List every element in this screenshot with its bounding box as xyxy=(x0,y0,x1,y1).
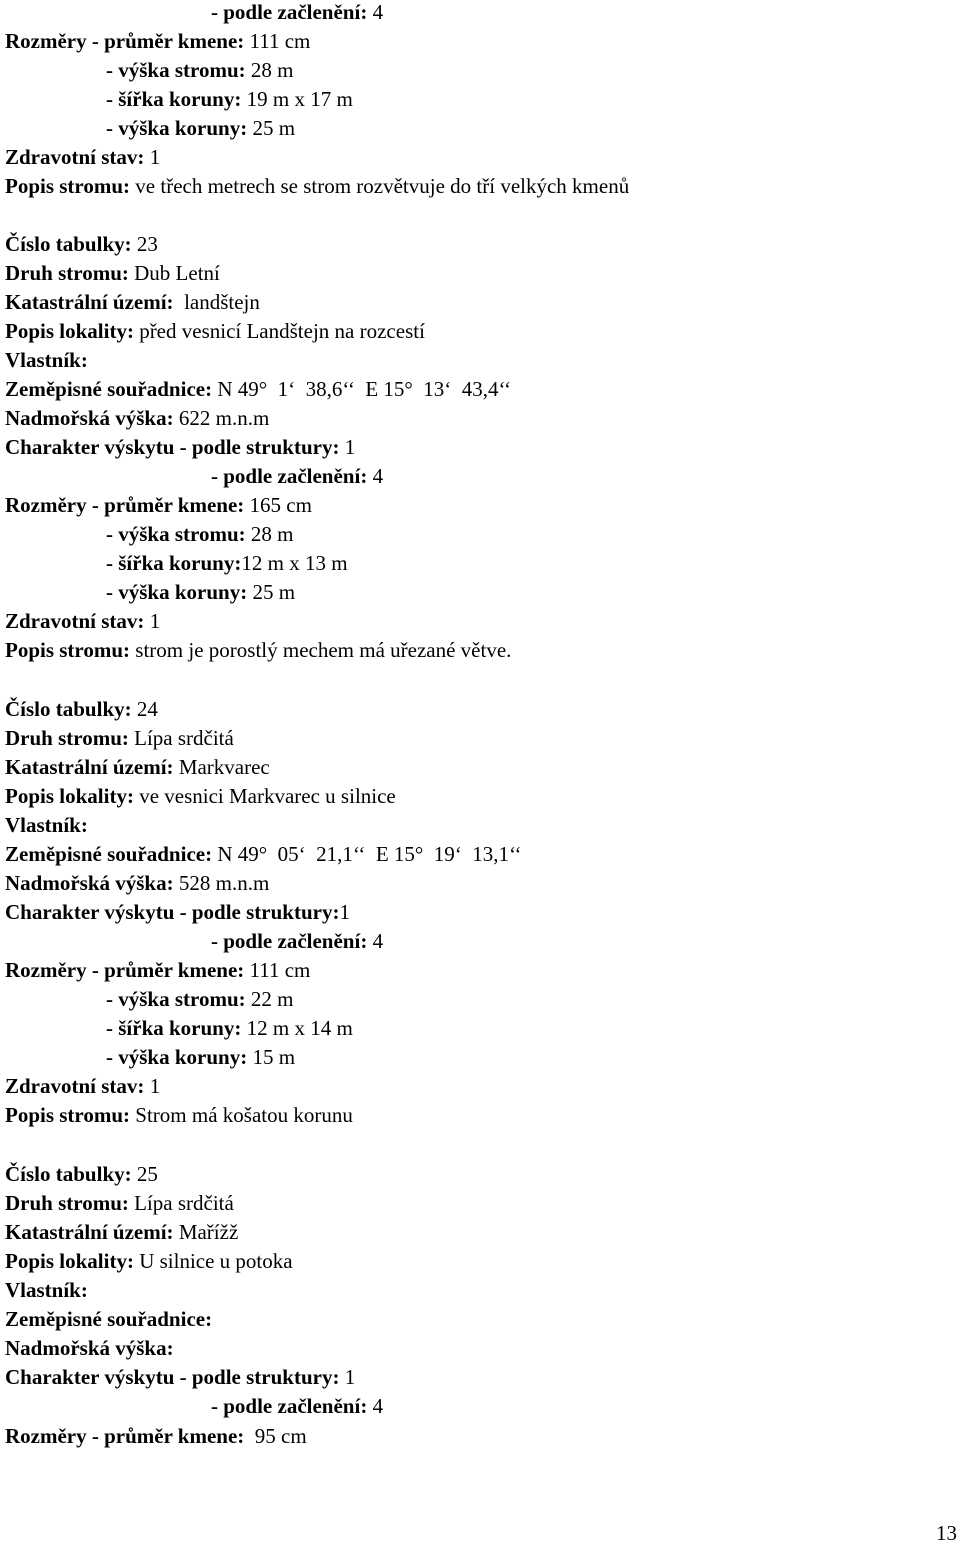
record-line xyxy=(5,377,511,401)
record-line xyxy=(211,929,383,953)
record-line xyxy=(5,1074,160,1098)
field-label: Zdravotní stav: xyxy=(5,145,145,169)
field-value: 12 m x 13 m xyxy=(241,551,348,575)
field-label: Zeměpisné souřadnice: xyxy=(5,842,213,866)
field-label: - výška stromu: xyxy=(106,522,246,546)
field-label: Popis lokality: xyxy=(5,784,134,808)
field-label: Rozměry - průměr kmene: xyxy=(5,29,245,53)
record-line xyxy=(5,1336,174,1360)
field-value: 22 m xyxy=(245,987,294,1011)
field-label: Katastrální území: xyxy=(5,1220,174,1244)
record-line xyxy=(106,987,293,1011)
field-label: - šířka koruny: xyxy=(106,87,242,111)
record-line xyxy=(5,755,270,779)
field-value: 25 xyxy=(131,1162,158,1186)
field-label: Charakter výskytu - podle struktury: xyxy=(5,1365,340,1389)
field-label: Charakter výskytu - podle struktury: xyxy=(5,900,340,924)
record-line xyxy=(5,842,521,866)
field-label: - šířka koruny: xyxy=(106,551,242,575)
record-line xyxy=(211,1394,383,1418)
field-value: 1 xyxy=(339,900,350,924)
record-line xyxy=(106,1045,295,1069)
field-value: 4 xyxy=(367,464,384,488)
record-line xyxy=(5,1365,355,1389)
field-value: 1 xyxy=(144,145,161,169)
record-line xyxy=(5,29,310,53)
record-line xyxy=(5,1191,234,1215)
field-label: Rozměry - průměr kmene: xyxy=(5,1424,245,1448)
field-value: 1 xyxy=(339,435,356,459)
field-value: Mařížž xyxy=(173,1220,239,1244)
field-label: Popis lokality: xyxy=(5,1249,134,1273)
field-value: 1 xyxy=(144,1074,161,1098)
field-label: - podle začlenění: xyxy=(211,464,368,488)
field-label: Vlastník: xyxy=(5,348,88,372)
record-line xyxy=(5,900,350,924)
record-line xyxy=(5,638,511,662)
field-label: Popis stromu: xyxy=(5,174,131,198)
field-label: Zdravotní stav: xyxy=(5,609,145,633)
field-label: Popis stromu: xyxy=(5,638,131,662)
record-line xyxy=(5,1103,353,1127)
field-label: Nadmořská výška: xyxy=(5,871,174,895)
field-label: - výška koruny: xyxy=(106,116,248,140)
field-label: Nadmořská výška: xyxy=(5,406,174,430)
field-label: Popis stromu: xyxy=(5,1103,131,1127)
record-line xyxy=(211,464,383,488)
field-label: Katastrální území: xyxy=(5,290,174,314)
field-label: - výška stromu: xyxy=(106,987,246,1011)
field-value: landštejn xyxy=(173,290,260,314)
field-label: Druh stromu: xyxy=(5,261,129,285)
record-line xyxy=(106,580,295,604)
field-label: - výška stromu: xyxy=(106,58,246,82)
field-label: Zeměpisné souřadnice: xyxy=(5,1307,213,1331)
field-value: Lípa srdčitá xyxy=(128,726,234,750)
field-value: Lípa srdčitá xyxy=(128,1191,234,1215)
field-label: Charakter výskytu - podle struktury: xyxy=(5,435,340,459)
record-line xyxy=(106,522,293,546)
record-line xyxy=(5,1249,293,1273)
record-line xyxy=(5,174,629,198)
field-value: 12 m x 14 m xyxy=(241,1016,353,1040)
field-label: - výška koruny: xyxy=(106,1045,248,1069)
field-label: Druh stromu: xyxy=(5,1191,129,1215)
field-value: 28 m xyxy=(245,58,294,82)
record-line xyxy=(5,784,396,808)
record-line xyxy=(211,0,383,24)
field-value: Markvarec xyxy=(173,755,270,779)
record-line xyxy=(5,145,160,169)
record-line xyxy=(5,958,310,982)
record-line xyxy=(5,435,355,459)
record-line xyxy=(5,261,220,285)
field-value: 25 m xyxy=(247,580,296,604)
field-value: strom je porostlý mechem má uřezané větve. xyxy=(130,638,512,662)
field-value: 95 cm xyxy=(244,1424,307,1448)
record-line xyxy=(106,58,293,82)
record-line xyxy=(5,406,269,430)
field-value: 1 xyxy=(144,609,161,633)
field-value: 24 xyxy=(131,697,158,721)
record-line xyxy=(5,319,425,343)
field-label: Číslo tabulky: xyxy=(5,1162,132,1186)
record-line xyxy=(5,1278,88,1302)
field-value: 622 m.n.m xyxy=(173,406,270,430)
field-value: Strom má košatou korunu xyxy=(130,1103,353,1127)
record-line xyxy=(5,232,158,256)
field-label: Vlastník: xyxy=(5,1278,88,1302)
field-value: 19 m x 17 m xyxy=(241,87,353,111)
field-label: Popis lokality: xyxy=(5,319,134,343)
field-value: 4 xyxy=(367,1394,384,1418)
field-value: 165 cm xyxy=(244,493,312,517)
field-label: Vlastník: xyxy=(5,813,88,837)
field-value: ve vesnici Markvarec u silnice xyxy=(133,784,396,808)
field-value: 1 xyxy=(339,1365,356,1389)
page-number: 13 xyxy=(936,1521,957,1545)
field-label: Zdravotní stav: xyxy=(5,1074,145,1098)
field-value: 4 xyxy=(367,929,384,953)
field-label: - šířka koruny: xyxy=(106,1016,242,1040)
field-value: N 49° 1‘ 38,6‘‘ E 15° 13‘ 43,4‘‘ xyxy=(212,377,511,401)
field-label: Rozměry - průměr kmene: xyxy=(5,958,245,982)
record-line xyxy=(5,1162,158,1186)
record-line xyxy=(5,348,88,372)
record-line xyxy=(5,871,269,895)
field-label: Číslo tabulky: xyxy=(5,232,132,256)
record-line xyxy=(5,813,88,837)
field-value: N 49° 05‘ 21,1‘‘ E 15° 19‘ 13,1‘‘ xyxy=(212,842,522,866)
record-line xyxy=(106,116,295,140)
field-value: 23 xyxy=(131,232,158,256)
record-line xyxy=(5,697,158,721)
field-value: ve třech metrech se strom rozvětvuje do tří velkých kmenů xyxy=(130,174,630,198)
field-label: - výška koruny: xyxy=(106,580,248,604)
field-value: 111 cm xyxy=(244,29,311,53)
field-label: Nadmořská výška: xyxy=(5,1336,174,1360)
field-label: - podle začlenění: xyxy=(211,0,368,24)
record-line xyxy=(5,726,234,750)
record-line xyxy=(5,1220,238,1244)
field-value: 15 m xyxy=(247,1045,296,1069)
record-line xyxy=(106,551,348,575)
record-line xyxy=(5,1424,307,1448)
field-value: U silnice u potoka xyxy=(133,1249,293,1273)
record-line xyxy=(106,1016,353,1040)
field-value: Dub Letní xyxy=(128,261,220,285)
field-label: Rozměry - průměr kmene: xyxy=(5,493,245,517)
field-value: před vesnicí Landštejn na rozcestí xyxy=(133,319,425,343)
record-line xyxy=(5,493,312,517)
field-label: Zeměpisné souřadnice: xyxy=(5,377,213,401)
field-value: 4 xyxy=(367,0,384,24)
field-value: 111 cm xyxy=(244,958,311,982)
field-value: 28 m xyxy=(245,522,294,546)
record-line xyxy=(5,1307,212,1331)
field-label: Katastrální území: xyxy=(5,755,174,779)
record-line xyxy=(5,290,260,314)
field-value: 528 m.n.m xyxy=(173,871,270,895)
record-line xyxy=(106,87,353,111)
field-label: Druh stromu: xyxy=(5,726,129,750)
field-label: - podle začlenění: xyxy=(211,1394,368,1418)
record-line xyxy=(5,609,160,633)
field-label: - podle začlenění: xyxy=(211,929,368,953)
field-value: 25 m xyxy=(247,116,296,140)
field-label: Číslo tabulky: xyxy=(5,697,132,721)
